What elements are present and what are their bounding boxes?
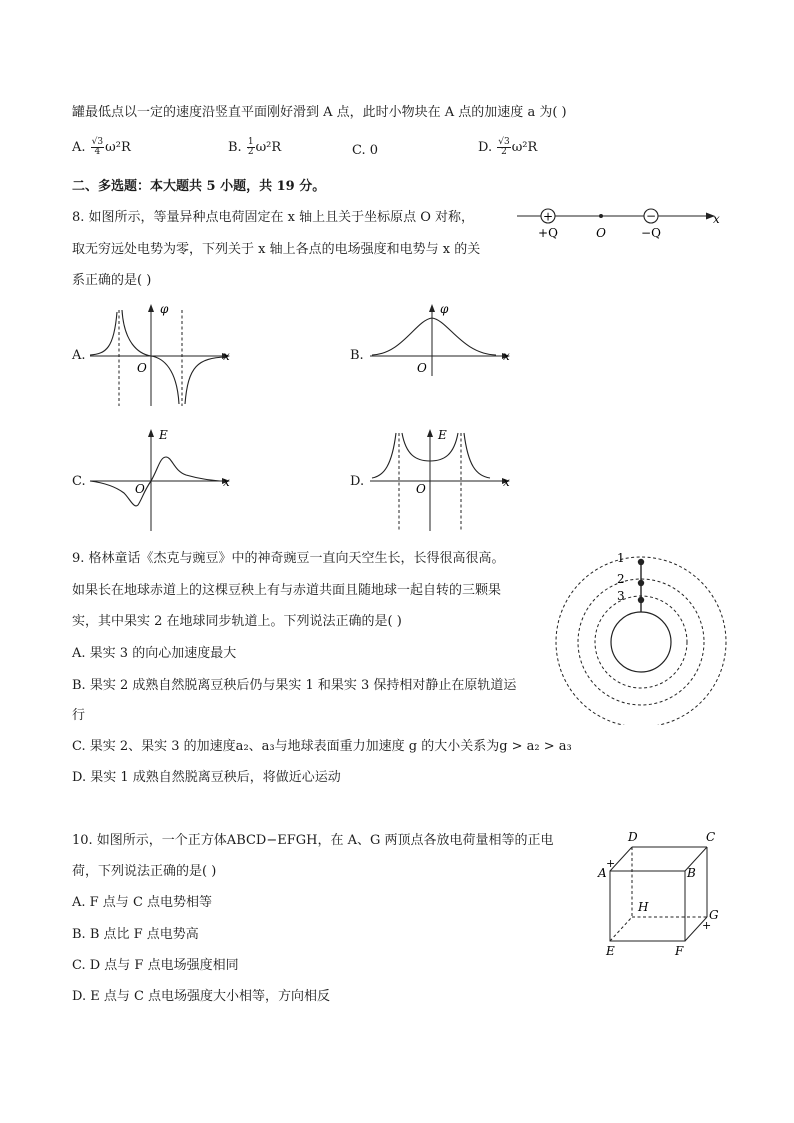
earth-icon [611,612,671,672]
q8-graph-a [86,300,236,410]
svg-text:φ: φ [160,302,169,316]
fruit-2 [638,580,644,586]
q10-option-d: D. E 点与 C 点电场强度大小相等，方向相反 [72,989,331,1004]
q7-choice-d: D. $\frac{√3}{2}$ ω²R [478,137,538,157]
svg-text:2: 2 [617,572,625,586]
q8-stem-line3: 系正确的是( ) [72,273,152,288]
q8-stem-line2: 取无穷远处电势为零，下列关于 x 轴上各点的电场强度和电势与 x 的关 [72,242,481,257]
svg-text:x: x [503,349,510,363]
q9-orbit-figure [555,545,737,725]
svg-text:1: 1 [617,551,625,565]
svg-text:F: F [675,944,684,958]
q10-cube-figure [592,825,732,960]
svg-text:A: A [598,866,607,880]
fruit-3 [638,597,644,603]
q8-graph-b [366,300,516,380]
origin-dot [599,214,603,218]
q8-graph-c [86,425,236,535]
svg-text:G: G [709,908,719,922]
q10-option-b: B. B 点比 F 点电势高 [72,927,199,942]
q9-stem-line2: 如果长在地球赤道上的这棵豆秧上有与赤道共面且随地球一起自转的三颗果 [72,583,502,598]
q7-stem: 罐最低点以一定的速度沿竖直平面刚好滑到 A 点，此时小物块在 A 点的加速度 a 为( ) [72,105,567,120]
q9-option-b-cont: 行 [72,708,86,723]
svg-text:O: O [416,482,426,496]
svg-text:D: D [628,830,638,844]
q9-stem-line3: 实，其中果实 2 在地球同步轨道上。下列说法正确的是( ) [72,614,402,629]
q7-choice-d-fraction: $\frac{√3}{2}$ [498,137,510,157]
q8-charge-figure [515,203,725,241]
svg-text:E: E [159,428,168,442]
svg-text:O: O [137,361,147,375]
q8-graph-d [366,425,516,535]
q7-choice-a-fraction: $\frac{√3}{4}$ [91,137,104,157]
section-heading: 二、多选题：本大题共 5 小题，共 19 分。 [72,179,326,194]
q8-option-b-letter: B. [350,348,364,363]
q9-option-d: D. 果实 1 成熟自然脱离豆秧后，将做近心运动 [72,770,341,785]
q8-option-d-letter: D. [350,474,365,489]
svg-text:O: O [135,482,145,496]
svg-text:3: 3 [617,589,625,603]
svg-text:x: x [223,349,230,363]
svg-text:E: E [606,944,615,958]
svg-text:B: B [687,866,696,880]
fruit-1 [638,559,644,565]
q9-option-b: B. 果实 2 成熟自然脱离豆秧后仍与果实 1 和果实 3 保持相对静止在原轨道运 [72,678,517,693]
q10-stem-line2: 荷，下列说法正确的是( ) [72,864,217,879]
q8-stem-line1: 8. 如图所示，等量异种点电荷固定在 x 轴上且关于坐标原点 O 对称， [72,210,475,225]
svg-text:+Q: +Q [538,226,558,240]
q7-choice-c: C. 0 [352,143,379,158]
svg-text:O: O [417,361,427,375]
svg-text:E: E [438,428,447,442]
q7-choice-a: A. $\frac{√3}{4}$ ω²R [72,137,131,157]
q10-option-c: C. D 点与 F 点电场强度相同 [72,958,239,973]
q9-option-a: A. 果实 3 的向心加速度最大 [72,646,237,661]
svg-text:φ: φ [440,302,449,316]
svg-text:H: H [638,900,649,914]
svg-text:−: − [645,209,657,223]
q10-stem-line1: 10. 如图所示，一个正方体ABCD−EFGH，在 A、G 两顶点各放电荷量相等的正电 [72,833,554,848]
svg-text:x: x [713,212,720,226]
q7-choice-b-fraction: $\frac{1}{2}$ [247,137,254,157]
svg-text:−Q: −Q [641,226,661,240]
q10-option-a: A. F 点与 C 点电势相等 [72,895,213,910]
svg-text:x: x [223,475,230,489]
svg-text:C: C [706,830,716,844]
svg-text:x: x [503,475,510,489]
q8-option-a-letter: A. [72,348,86,363]
svg-text:+: + [542,209,554,224]
q8-option-c-letter: C. [72,474,86,489]
q9-option-c: C. 果实 2、果实 3 的加速度a₂、a₃与地球表面重力加速度 g 的大小关系为g > a₂ > a₃ [72,739,572,754]
svg-text:O: O [596,226,606,240]
svg-text:+: + [606,857,616,870]
svg-text:+: + [702,919,712,932]
q7-choice-b: B. $\frac{1}{2}$ ω²R [228,137,282,157]
q9-stem-line1: 9. 格林童话《杰克与豌豆》中的神奇豌豆一直向天空生长，长得很高很高。 [72,551,505,566]
